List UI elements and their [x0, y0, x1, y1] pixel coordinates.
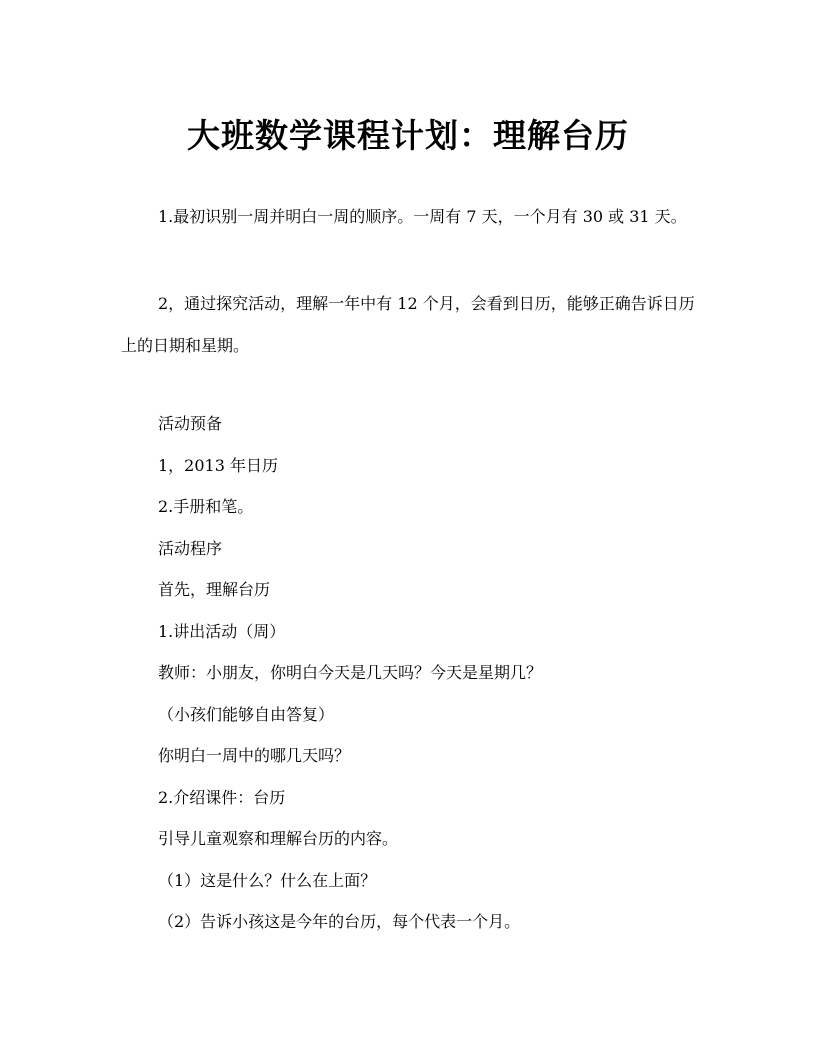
objective-paragraph-1: 1.最初识别一周并明白一周的顺序。一周有 7 天，一个月有 30 或 31 天。 — [158, 207, 687, 226]
children-response-note: （小孩们能够自由答复） — [158, 705, 335, 724]
guidance-line: 引导儿童观察和理解台历的内容。 — [158, 829, 399, 848]
section-heading-preparation: 活动预备 — [158, 414, 223, 433]
document-title: 大班数学课程计划：理解台历 — [187, 116, 629, 155]
preparation-item-1: 1，2013 年日历 — [158, 456, 278, 475]
sub-item-1: （1）这是什么？什么在上面？ — [158, 871, 377, 890]
procedure-item-1: 1.讲出活动（周） — [158, 622, 286, 641]
sub-item-2: （2）告诉小孩这是今年的台历，每个代表一个月。 — [158, 912, 521, 931]
question-line: 你明白一周中的哪几天吗？ — [158, 746, 351, 765]
teacher-dialogue-line: 教师：小朋友，你明白今天是几天吗？今天是星期几？ — [158, 663, 543, 682]
section-heading-procedure: 活动程序 — [158, 539, 223, 558]
procedure-step-heading: 首先，理解台历 — [158, 580, 271, 599]
preparation-item-2: 2.手册和笔。 — [158, 497, 254, 516]
procedure-item-2: 2.介绍课件：台历 — [158, 788, 286, 807]
objective-paragraph-2: 2，通过探究活动，理解一年中有 12 个月，会看到日历，能够正确告诉日历上的日期和星期。 — [121, 294, 695, 355]
